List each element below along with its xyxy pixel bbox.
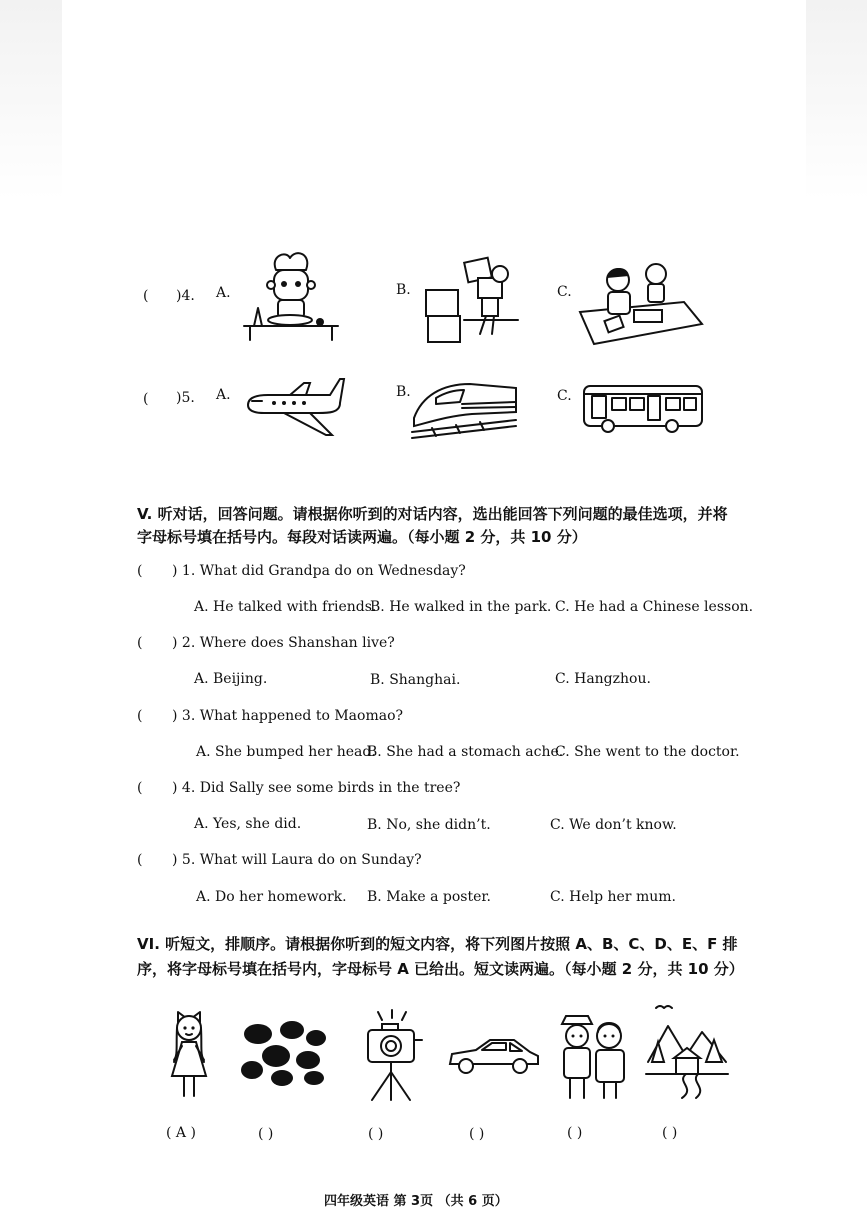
s5-q2-option-b: B. Shanghai.: [370, 672, 461, 688]
q4-open-bracket: (: [143, 288, 149, 304]
s5-q2-option-c: C. Hangzhou.: [555, 671, 651, 687]
section5-heading-line2: 字母标号填在括号内。每段对话读两遍。（每小题 2 分，共 10 分）: [137, 528, 587, 546]
robot-cooking-icon: [240, 248, 340, 342]
s5-q5-option-a: A. Do her homework.: [196, 889, 347, 905]
s5-q5-bracket: (: [137, 852, 143, 868]
section6-heading-line1: VI. 听短文，排顺序。请根据你听到的短文内容，将下列图片按照 A、B、C、D、E、F 排: [137, 935, 738, 953]
order-answer-1: ( A ): [166, 1125, 196, 1141]
q4-label-c: C.: [557, 284, 572, 300]
s5-q2-option-a: A. Beijing.: [194, 671, 268, 687]
s5-q2-stem: ) 2. Where does Shanshan live?: [172, 635, 395, 651]
q5-label-c: C.: [557, 388, 572, 404]
high-speed-train-icon: [412, 374, 516, 440]
s5-q3-option-c: C. She went to the doctor.: [555, 744, 740, 760]
s5-q3-option-b: B. She had a stomach ache.: [367, 744, 564, 760]
q5-label-b: B.: [396, 384, 411, 400]
order-answer-5: ( ): [567, 1125, 583, 1141]
order-answer-4: ( ): [469, 1126, 485, 1142]
s5-q3-stem: ) 3. What happened to Maomao?: [172, 708, 404, 724]
s5-q5-option-c: C. Help her mum.: [550, 889, 676, 905]
boy-robot-desk-icon: [576, 262, 704, 348]
q5-open-bracket: (: [143, 391, 149, 407]
robot-carrying-boxes-icon: [424, 254, 520, 344]
village-landscape-icon: [646, 1002, 728, 1098]
q5-number: )5.: [176, 390, 195, 406]
camera-tripod-icon: [360, 1008, 424, 1102]
grandparents-icon: [558, 1010, 630, 1100]
page-footer: 四年级英语 第 3页 （共 6 页）: [324, 1194, 508, 1209]
s5-q4-option-b: B. No, she didn’t.: [367, 817, 491, 833]
s5-q4-option-a: A. Yes, she did.: [194, 816, 302, 832]
airplane-icon: [244, 375, 344, 439]
bus-icon: [582, 382, 704, 434]
section5-heading-line1: V. 听对话，回答问题。请根据你听到的对话内容，选出能回答下列问题的最佳选项，并将: [137, 505, 728, 523]
s5-q5-stem: ) 5. What will Laura do on Sunday?: [172, 852, 422, 868]
q5-label-a: A.: [216, 387, 231, 403]
s5-q3-option-a: A. She bumped her head.: [196, 744, 376, 760]
order-answer-6: ( ): [662, 1125, 678, 1141]
s5-q1-option-a: A. He talked with friends.: [194, 599, 377, 615]
s5-q1-option-b: B. He walked in the park.: [370, 599, 552, 615]
girl-icon: [164, 1006, 214, 1102]
dark-stones-icon: [238, 1018, 328, 1088]
s5-q3-bracket: (: [137, 708, 143, 724]
car-icon: [448, 1036, 540, 1076]
s5-q5-option-b: B. Make a poster.: [367, 889, 491, 905]
q4-number: )4.: [176, 288, 195, 304]
order-answer-3: ( ): [368, 1126, 384, 1142]
s5-q4-option-c: C. We don’t know.: [550, 817, 677, 833]
order-answer-2: ( ): [258, 1126, 274, 1142]
s5-q1-bracket: (: [137, 563, 143, 579]
s5-q2-bracket: (: [137, 635, 143, 651]
q4-label-b: B.: [396, 282, 411, 298]
q4-label-a: A.: [216, 285, 231, 301]
s5-q4-bracket: (: [137, 780, 143, 796]
s5-q1-stem: ) 1. What did Grandpa do on Wednesday?: [172, 563, 466, 579]
s5-q1-option-c: C. He had a Chinese lesson.: [555, 599, 754, 615]
s5-q4-stem: ) 4. Did Sally see some birds in the tree?: [172, 780, 461, 796]
section6-heading-line2: 序，将字母标号填在括号内，字母标号 A 已给出。短文读两遍。（每小题 2 分，共 10 分）: [137, 960, 744, 978]
